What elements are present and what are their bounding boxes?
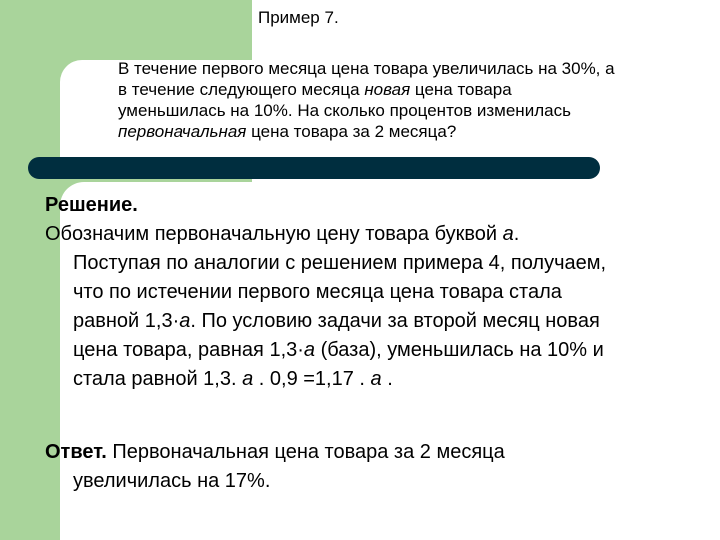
divider-bar [28, 157, 600, 179]
solution-line-3: что по истечении первого месяца цена товара стала [73, 281, 562, 303]
variable-a: а [179, 310, 191, 332]
solution-line-5-text: цена товара, равная 1,3· [73, 339, 304, 361]
problem-statement [118, 58, 708, 142]
problem-line-2-text-start: в течение следующего месяца [118, 80, 365, 99]
answer-line-1 [45, 438, 715, 467]
solution-line-6-end: . [381, 368, 393, 390]
solution-line-1 [45, 220, 715, 249]
solution-line-2: Поступая по аналогии с решением примера 4, получаем, [73, 252, 607, 274]
solution-heading [45, 191, 715, 220]
solution-line-4-text: равной 1,3· [73, 310, 180, 332]
variable-a: а [242, 368, 254, 390]
problem-line-2 [118, 79, 708, 100]
solution-line-6 [45, 365, 715, 394]
problem-emphasis-original: первоначальная [118, 122, 247, 141]
variable-a: а [303, 339, 316, 361]
solution-line-4-end: . По условию задачи за второй месяц новая [190, 310, 600, 332]
solution-line-5 [45, 336, 715, 365]
answer-line-1-text: Первоначальная цена товара за 2 месяца [106, 441, 505, 463]
answer-line-2: увеличилась на 17%. [73, 470, 271, 492]
solution-line-1-text: Обозначим первоначальную цену товара буквой [45, 223, 503, 245]
problem-emphasis-new: новая [364, 80, 411, 99]
solution-line-4 [45, 307, 715, 336]
problem-line-3: уменьшилась на 10%. На сколько процентов изменилась [118, 101, 571, 120]
variable-a: а [370, 368, 382, 390]
problem-line-1: В течение первого месяца цена товара увеличилась на 30%, а [118, 59, 615, 78]
solution-line-5-end: (база), уменьшилась на 10% и [315, 339, 604, 361]
answer-label: Ответ. [45, 441, 107, 463]
answer-block [45, 438, 715, 496]
solution-line-6-mid: . 0,9 =1,17 . [253, 368, 371, 390]
problem-line-4-text: цена товара за 2 месяца? [246, 122, 457, 141]
problem-line-2-text-end: цена товара [410, 80, 512, 99]
variable-a: а [502, 223, 514, 245]
slide-title: Пример 7. [258, 8, 339, 27]
solution-line-6-text: стала равной 1,3. [73, 368, 243, 390]
solution-block [45, 191, 715, 394]
solution-heading-text: Решение. [45, 194, 138, 216]
solution-line-1-end: . [513, 223, 520, 245]
problem-line-4 [118, 121, 708, 142]
